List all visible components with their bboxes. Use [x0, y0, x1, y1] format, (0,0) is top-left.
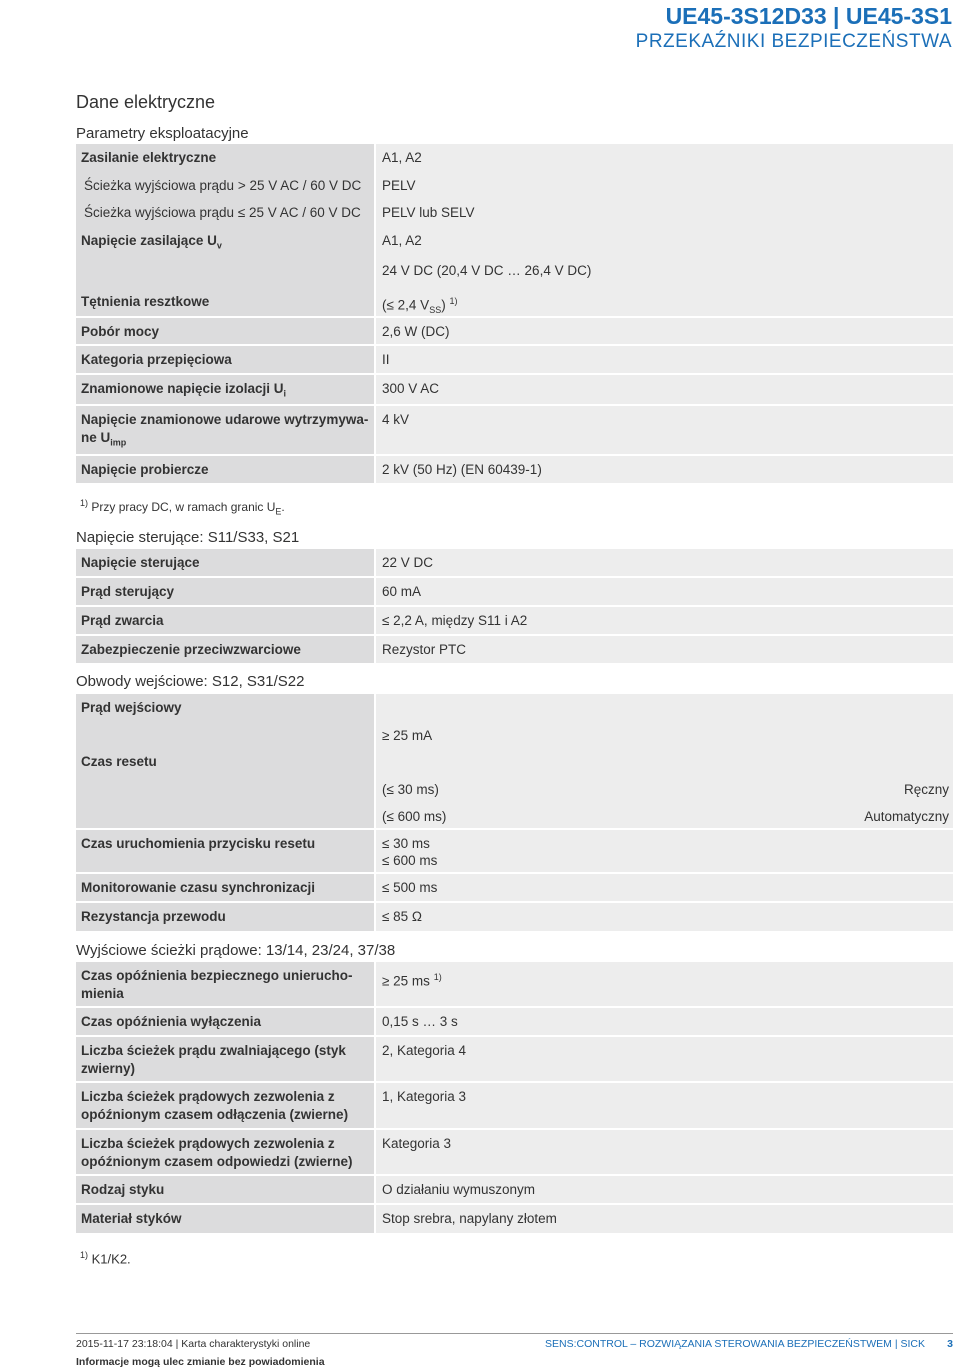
reset-auto-value: (≤ 600 ms) [382, 809, 447, 824]
input-current-value: ≥ 25 mA [382, 728, 433, 743]
path2-value: PELV lub SELV [382, 205, 475, 220]
input-current-label: Prąd wejściowy [81, 700, 182, 715]
release-paths-label: Liczba ścieżek prądu zwalniającego (styk zwierny) [81, 1043, 346, 1076]
wire-resistance-value: ≤ 85 Ω [382, 909, 423, 924]
table-row [76, 1008, 953, 1035]
wire-resistance-label: Rezystancja przewodu [81, 909, 226, 924]
section-input-circuits: Obwody wejściowe: S12, S31/S22 [76, 673, 305, 690]
impulse-voltage-value: 4 kV [382, 412, 410, 427]
table-row [76, 144, 953, 288]
reset-time-label: Czas resetu [81, 754, 157, 769]
contact-type-value: O działaniu wymuszonym [382, 1182, 536, 1197]
table-row [76, 549, 953, 576]
power-consumption-value: 2,6 W (DC) [382, 324, 450, 339]
table-row [76, 318, 953, 344]
switch-off-delay-value: 0,15 s … 3 s [382, 1014, 458, 1029]
off-delay-paths-value: 1, Kategoria 3 [382, 1089, 467, 1104]
table-row [76, 346, 953, 373]
reset-manual-value: (≤ 30 ms) [382, 782, 439, 797]
short-circuit-protection-value: Rezystor PTC [382, 642, 467, 657]
supply-voltage-range: 24 V DC (20,4 V DC … 26,4 V DC) [382, 263, 592, 278]
product-title: UE45-3S12D33 | UE45-3S1 [665, 3, 952, 29]
reset-button-time-label: Czas uruchomienia przycisku resetu [81, 836, 316, 851]
table-row [76, 1083, 953, 1128]
power-consumption-label: Pobór mocy [81, 324, 160, 339]
section-output-paths: Wyjściowe ścieżki prądowe: 13/14, 23/24, 37/38 [76, 942, 396, 959]
impulse-voltage-label: Napięcie znamionowe udarowe wytrzymywa-ne $U_{imp}$ [81, 412, 369, 448]
table-row [76, 1176, 953, 1203]
control-voltage-label: Napięcie sterujące [81, 555, 200, 570]
off-delay-paths-label: Liczba ścieżek prądowych zezwolenia z opóźnionym czasem odłączenia (zwierne) [81, 1089, 349, 1122]
table-row [76, 636, 953, 663]
table-row [76, 903, 953, 931]
control-current-label: Prąd sterujący [81, 584, 175, 599]
power-supply-label: Zasilanie elektryczne [81, 150, 217, 165]
ripple-value: (≤ 2,4 $V_{SS}$) $^{1)}$ [382, 296, 458, 316]
footer-date: 2015-11-17 23:18:04 | Karta charakterystyki online [76, 1338, 311, 1350]
control-voltage-value: 22 V DC [382, 555, 434, 570]
footnote-2: $^{1)}$ K1/K2. [80, 1250, 131, 1267]
table-row [76, 578, 953, 605]
short-circuit-current-value: ≤ 2,2 A, między S11 i A2 [382, 613, 528, 628]
table-row [76, 607, 953, 634]
overvoltage-category-label: Kategoria przepięciowa [81, 352, 232, 367]
footer-brand: SENS:CONTROL – ROZWIĄZANIA STEROWANIA BEZPIECZEŃSTWEM | SICK [545, 1338, 925, 1350]
footer-note: Informacje mogą ulec zmianie bez powiadomienia [76, 1356, 325, 1368]
overvoltage-category-value: II [382, 352, 390, 367]
safe-stop-delay-value: ≥ 25 ms $^{1)}$ [382, 972, 442, 989]
table-row [76, 456, 953, 483]
sync-monitoring-value: ≤ 500 ms [382, 880, 438, 895]
contact-material-label: Materiał styków [81, 1211, 182, 1226]
short-circuit-protection-label: Zabezpieczenie przeciwzwarciowe [81, 642, 301, 657]
on-delay-paths-value: Kategoria 3 [382, 1136, 452, 1151]
table-row [76, 1130, 953, 1174]
short-circuit-current-label: Prąd zwarcia [81, 613, 164, 628]
path1-value: PELV [382, 178, 416, 193]
release-paths-value: 2, Kategoria 4 [382, 1043, 467, 1058]
reset-button-time-value-1: ≤ 30 ms [382, 836, 430, 851]
table-row [76, 1037, 953, 1081]
category-title: PRZEKAŹNIKI BEZPIECZEŃSTWA [635, 31, 952, 52]
ripple-label: Tętnienia resztkowe [81, 294, 210, 309]
contact-type-label: Rodzaj styku [81, 1182, 165, 1197]
table-row [76, 375, 953, 404]
control-current-value: 60 mA [382, 584, 422, 599]
insulation-voltage-label: Znamionowe napięcie izolacji $U_i$ [81, 381, 287, 399]
table-row [76, 406, 953, 454]
power-supply-value: A1, A2 [382, 150, 422, 165]
on-delay-paths-label: Liczba ścieżek prądowych zezwolenia z opóźnionym czasem odpowiedzi (zwierne) [81, 1136, 353, 1169]
reset-auto-label: Automatyczny [864, 809, 949, 824]
safe-stop-delay-label: Czas opóźnienia bezpiecznego unierucho-mienia [81, 968, 353, 1001]
footnote-1: $^{1)}$ Przy pracy DC, w ramach granic $U_E$. [80, 498, 285, 517]
section-operating-params: Parametry eksploatacyjne [76, 125, 249, 142]
section-control-voltage: Napięcie sterujące: S11/S33, S21 [76, 529, 300, 546]
table-row [76, 694, 953, 828]
table-row [76, 288, 953, 316]
table-row [76, 962, 953, 1006]
page-number: 3 [947, 1338, 953, 1350]
section-title: Dane elektryczne [76, 92, 216, 112]
path1-label: Ścieżka wyjściowa prądu > 25 V AC / 60 V DC [84, 178, 362, 193]
supply-voltage-value: A1, A2 [382, 233, 422, 248]
supply-voltage-label: Napięcie zasilające $U_v$ [81, 233, 222, 251]
test-voltage-label: Napięcie probiercze [81, 462, 209, 477]
reset-button-time-value-2: ≤ 600 ms [382, 853, 438, 868]
table-row [76, 874, 953, 901]
insulation-voltage-value: 300 V AC [382, 381, 440, 396]
reset-manual-label: Ręczny [903, 782, 949, 797]
test-voltage-value: 2 kV (50 Hz) (EN 60439-1) [382, 462, 542, 477]
table-row [76, 830, 953, 872]
table-row [76, 1205, 953, 1233]
switch-off-delay-label: Czas opóźnienia wyłączenia [81, 1014, 262, 1029]
contact-material-value: Stop srebra, napylany złotem [382, 1211, 557, 1226]
page-header [636, 2, 952, 54]
path2-label: Ścieżka wyjściowa prądu ≤ 25 V AC / 60 V DC [84, 205, 361, 220]
sync-monitoring-label: Monitorowanie czasu synchronizacji [81, 880, 316, 895]
